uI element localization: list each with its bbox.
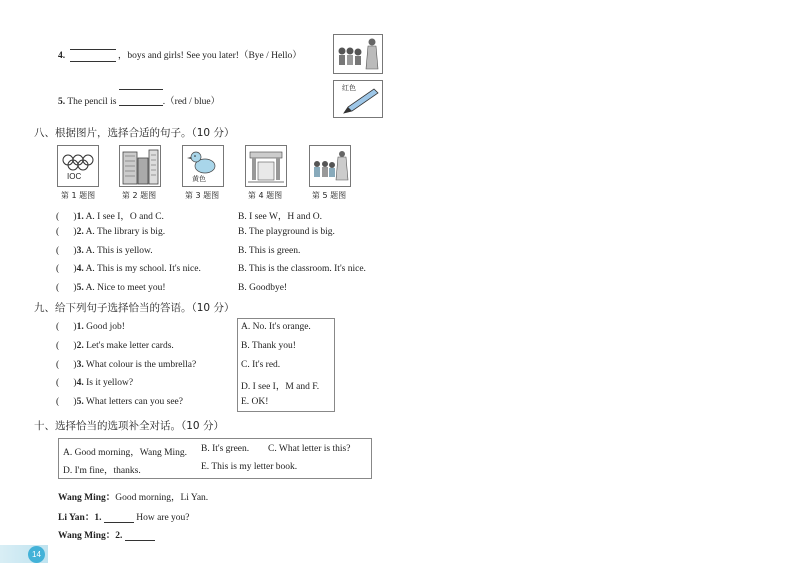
answer-bracket[interactable]: ( ) <box>56 360 77 370</box>
q4-answer-blank[interactable] <box>68 49 116 61</box>
s9-answer-a: A. No. It's orange. <box>241 322 311 332</box>
item-number: 4. <box>76 378 84 388</box>
speaker: Li Yan：1. <box>58 513 102 523</box>
dialogue-line-1 <box>58 489 208 503</box>
q4-text: ，boys and girls! See you later!（Bye / Hello） <box>117 51 302 61</box>
s8-item-4-b: B. This is the classroom. It's nice. <box>238 264 366 274</box>
answer-bracket[interactable]: ( ) <box>56 322 77 332</box>
answer-bracket[interactable]: ( ) <box>56 227 77 237</box>
s9-answer-d: D. I see I，M and F. <box>241 382 320 392</box>
s8-item-1-b: B. I see W，H and O. <box>238 212 322 222</box>
s9-answer-b: B. Thank you! <box>241 341 296 351</box>
item-number: 4. <box>76 264 84 274</box>
dialogue-line-2 <box>58 509 190 523</box>
dialogue-text: Good morning，Li Yan. <box>115 493 209 503</box>
s8-item-3-b: B. This is green. <box>238 246 301 256</box>
s10-option-b: B. It's green. <box>201 444 250 454</box>
picture-3-label: 黄色 <box>192 175 206 183</box>
item-number: 1. <box>76 212 84 222</box>
section10-title: 十、选择恰当的选项补全对话。（10 分） <box>34 420 224 432</box>
s9-question-2 <box>56 341 174 351</box>
s9-answer-e: E. OK! <box>241 397 269 407</box>
dialogue-blank-2[interactable] <box>125 530 155 541</box>
s8-item-4 <box>56 264 201 274</box>
q5-number: 5. <box>58 97 66 107</box>
section9-title: 九、给下列句子选择恰当的答语。（10 分） <box>34 302 235 314</box>
answer-bracket[interactable]: ( ) <box>56 264 77 274</box>
s10-option-c: C. What letter is this? <box>268 444 351 454</box>
picture-2 <box>119 145 161 187</box>
question-text: Good job! <box>86 322 125 332</box>
item-number: 3. <box>76 246 84 256</box>
q4-top <box>58 47 302 61</box>
s8-item-2-b: B. The playground is big. <box>238 227 335 237</box>
option-a: A. I see I，O and C. <box>85 212 164 222</box>
speaker: Wang Ming：2. <box>58 531 123 541</box>
page-number: 14 <box>28 546 45 563</box>
answer-bracket[interactable]: ( ) <box>56 212 77 222</box>
school-gate-icon <box>246 146 286 186</box>
item-number: 3. <box>76 360 84 370</box>
s10-option-a: A. Good morning，Wang Ming. <box>63 448 188 458</box>
question-text: What colour is the umbrella? <box>85 360 197 370</box>
item-number: 1. <box>76 322 84 332</box>
answer-bracket[interactable]: ( ) <box>56 378 77 388</box>
q5-before: The pencil is <box>67 97 117 107</box>
item-number: 2. <box>76 227 84 237</box>
q5-picture <box>333 80 383 118</box>
s8-item-1 <box>56 208 164 222</box>
answer-bracket[interactable]: ( ) <box>56 283 77 293</box>
dialogue-line-3 <box>58 527 155 541</box>
speaker: Wang Ming： <box>58 493 116 503</box>
s9-answer-c: C. It's red. <box>241 360 281 370</box>
q5-after: .（red / blue） <box>162 97 221 107</box>
pencil-label: 红色 <box>342 84 356 92</box>
item-number: 5. <box>76 283 84 293</box>
dialogue-blank-1[interactable] <box>104 512 134 523</box>
q4-picture <box>333 34 383 74</box>
q5-answer-blank[interactable] <box>119 95 163 107</box>
s8-item-5 <box>56 283 166 293</box>
s9-question-4 <box>56 378 133 388</box>
item-number: 5. <box>76 397 84 407</box>
picture-1 <box>57 145 99 187</box>
s9-question-3 <box>56 360 196 370</box>
s9-question-1 <box>56 322 125 332</box>
q4-number: 4. <box>58 51 66 61</box>
s8-item-3 <box>56 246 153 256</box>
picture-5-caption: 第 5 题图 <box>311 191 347 200</box>
section8-title: 八、根据图片，选择合适的句子。（10 分） <box>34 127 235 139</box>
option-a: A. This is yellow. <box>85 246 153 256</box>
answer-bracket[interactable]: ( ) <box>56 246 77 256</box>
s8-item-5-b: B. Goodbye! <box>238 283 288 293</box>
answer-bracket[interactable]: ( ) <box>56 341 77 351</box>
s10-option-d: D. I'm fine，thanks. <box>63 466 141 476</box>
picture-3-caption: 第 3 题图 <box>184 191 220 200</box>
question-text: Is it yellow? <box>86 378 134 388</box>
q5-top <box>58 93 220 107</box>
picture-4-caption: 第 4 题图 <box>247 191 283 200</box>
option-a: A. The library is big. <box>85 227 166 237</box>
option-a: A. Nice to meet you! <box>85 283 166 293</box>
picture-2-caption: 第 2 题图 <box>121 191 157 200</box>
picture-5 <box>309 145 351 187</box>
teacher-students-icon <box>334 35 382 73</box>
picture-4 <box>245 145 287 187</box>
s10-option-e: E. This is my letter book. <box>201 462 298 472</box>
s8-item-2 <box>56 227 165 237</box>
picture-1-caption: 第 1 题图 <box>60 191 96 200</box>
library-building-icon <box>120 146 160 186</box>
dialogue-text: How are you? <box>136 513 190 523</box>
item-number: 2. <box>76 341 84 351</box>
question-text: Let's make letter cards. <box>86 341 174 351</box>
question-text: What letters can you see? <box>85 397 183 407</box>
answer-bracket[interactable]: ( ) <box>56 397 77 407</box>
option-a: A. This is my school. It's nice. <box>85 264 201 274</box>
picture-1-label: IOC <box>67 172 82 181</box>
teacher-students-icon <box>310 146 350 186</box>
picture-3 <box>182 145 224 187</box>
s9-question-5 <box>56 397 183 407</box>
